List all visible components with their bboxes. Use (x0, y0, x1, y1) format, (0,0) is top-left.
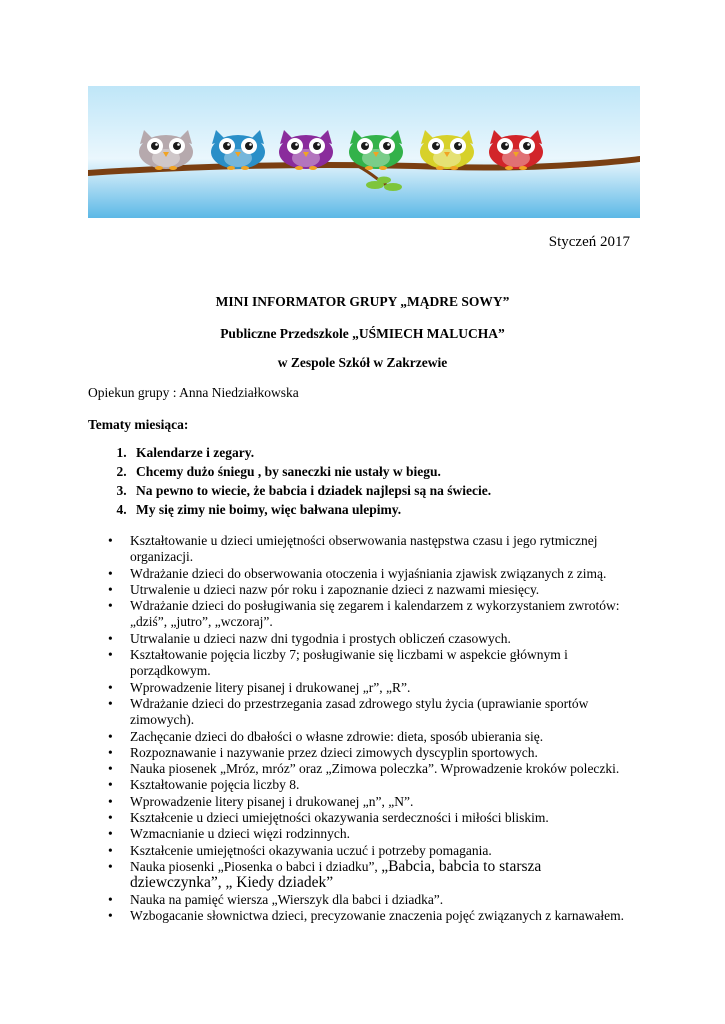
list-item: • Kształtowanie u dzieci umiejętności obserwowania następstwa czasu i jego rytmicznej organizacji. (130, 533, 635, 566)
list-item: • Utrwalenie u dzieci nazw pór roku i zapoznanie dzieci z nazwami miesięcy. (130, 582, 635, 598)
leaf-icon (377, 177, 391, 184)
owl-icon (139, 130, 193, 170)
topics-list (108, 443, 690, 519)
list-item: • Kształcenie u dzieci umiejętności okazywania serdeczności i miłości bliskim. (130, 810, 635, 826)
list-item: • Rozpoznawanie i nazywanie przez dzieci zimowych dyscyplin sportowych. (130, 745, 635, 761)
group-guardian: Opiekun grupy : Anna Niedziałkowska (88, 385, 299, 400)
song-titles-large: „Babcia, babcia to starsza dziewczynka”, „ Kiedy dziadek” (130, 857, 542, 892)
leaf-icon (384, 183, 402, 191)
goals-list (108, 533, 635, 924)
list-item: • Kształtowanie pojęcia liczby 7; posługiwanie się liczbami w aspekcie głównym i porządkowym. (130, 647, 635, 680)
list-item: • Wdrażanie dzieci do posługiwania się zegarem i kalendarzem z wykorzystaniem zwrotów: „dziś”, „jutro”, „wczoraj”. (130, 598, 635, 631)
owls-banner (88, 86, 640, 218)
song-goal-text: Nauka piosenki „Piosenka o babci i dziadku”, (130, 858, 382, 874)
list-item: • Nauka na pamięć wiersza „Wierszyk dla babci i dziadka”. (130, 892, 635, 908)
list-item: 2. Chcemy dużo śniegu , by saneczki nie ustały w biegu. (130, 462, 690, 481)
list-item: • Wdrażanie dzieci do obserwowania otoczenia i wyjaśniania zjawisk związanych z zimą. (130, 566, 635, 582)
list-item: • Nauka piosenek „Mróz, mróz” oraz „Zimowa poleczka”. Wprowadzenie kroków poleczki. (130, 761, 635, 777)
list-item: • Wprowadzenie litery pisanej i drukowanej „r”, „R”. (130, 680, 635, 696)
document-title: MINI INFORMATOR GRUPY „MĄDRE SOWY” (215, 294, 510, 309)
list-item: • Wprowadzenie litery pisanej i drukowanej „n”, „N”. (130, 794, 635, 810)
list-item: 3. Na pewno to wiecie, że babcia i dziadek najlepsi są na świecie. (130, 481, 690, 500)
owl-icon (211, 130, 265, 170)
document-date: Styczeń 2017 (548, 234, 630, 250)
list-item: • Wzbogacanie słownictwa dzieci, precyzowanie znaczenia pojęć związanych z karnawałem. (130, 908, 635, 924)
list-item: • Wdrażanie dzieci do przestrzegania zasad zdrowego stylu życia (uprawianie sportów zimowych). (130, 696, 635, 729)
list-item: • Utrwalanie u dzieci nazw dni tygodnia i prostych obliczeń czasowych. (130, 631, 635, 647)
list-item: • Wzmacnianie u dzieci więzi rodzinnych. (130, 826, 635, 842)
list-item: 4. My się zimy nie boimy, więc bałwana ulepimy. (130, 500, 690, 519)
school-name: Publiczne Przedszkole „UŚMIECH MALUCHA” (220, 326, 505, 341)
list-item: • Zachęcanie dzieci do dbałości o własne zdrowie: dieta, sposób ubierania się. (130, 729, 635, 745)
owl-icon (420, 130, 474, 170)
list-item: 1. Kalendarze i zegary. (130, 443, 690, 462)
list-item (130, 859, 635, 892)
owl-icon (349, 130, 403, 170)
list-item: • Kształtowanie pojęcia liczby 8. (130, 777, 635, 793)
school-location: w Zespole Szkół w Zakrzewie (277, 355, 448, 370)
topics-heading: Tematy miesiąca: (88, 417, 189, 432)
owl-icon (279, 130, 333, 170)
owl-icon (489, 130, 543, 170)
list-item: • Kształcenie umiejętności okazywania uczuć i potrzeby pomagania. (130, 843, 635, 859)
